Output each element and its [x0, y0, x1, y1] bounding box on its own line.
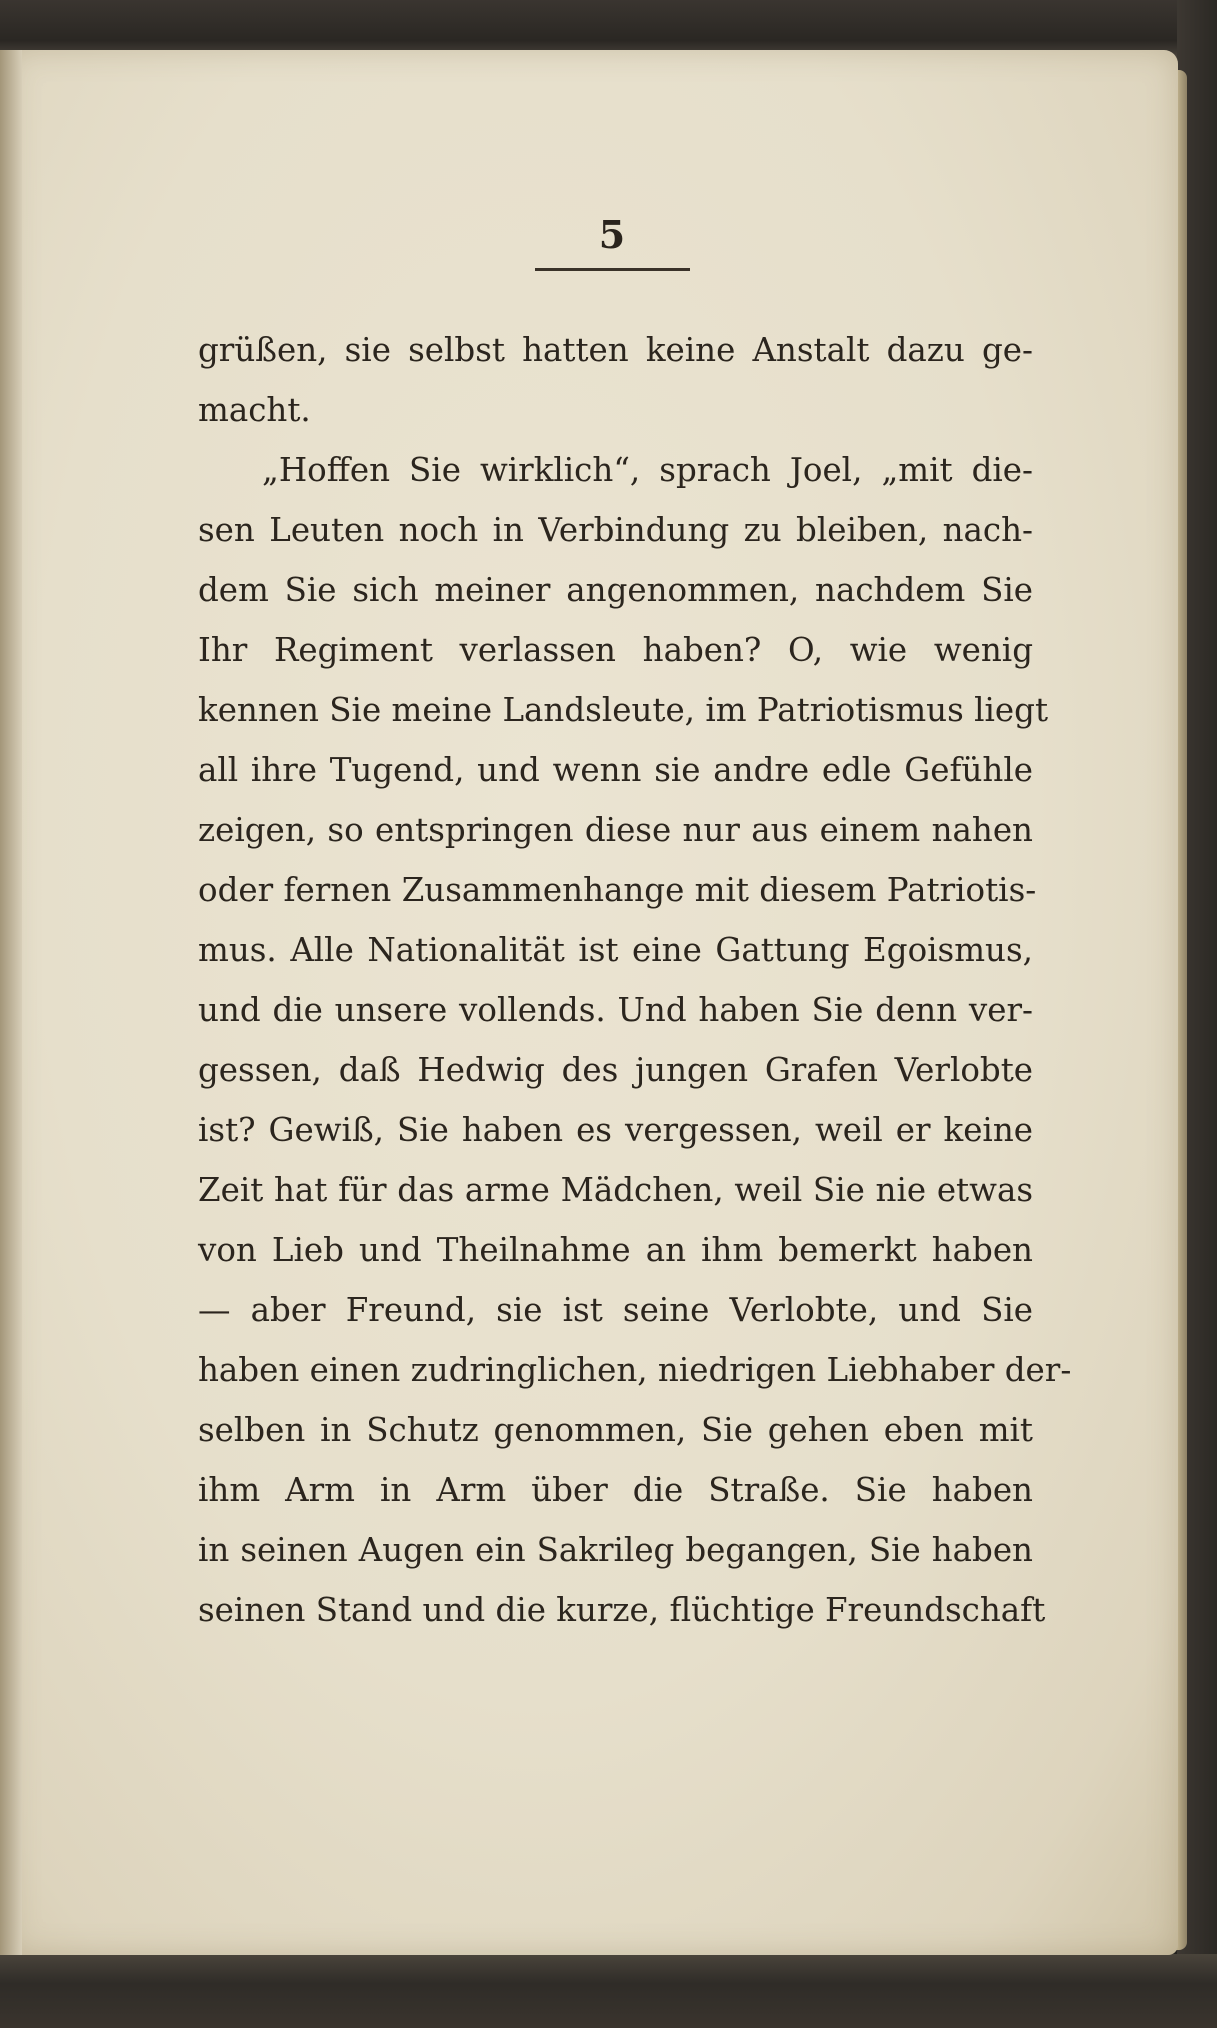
- text-line: „Hoffen Sie wirklich“, sprach Joel, „mit die-: [262, 451, 1033, 489]
- text-line: mus. Alle Nationalität ist eine Gattung Egoismus,: [198, 931, 1033, 969]
- text-line: all ihre Tugend, und wenn sie andre edle Gefühle: [198, 751, 1033, 789]
- page-number-rule: [535, 268, 690, 271]
- text-line: zeigen, so entspringen diese nur aus einem nahen: [198, 811, 1033, 849]
- text-line: kennen Sie meine Landsleute, im Patriotismus liegt: [198, 691, 1048, 729]
- book-gutter: [0, 50, 22, 1955]
- page-number: 5: [598, 212, 626, 257]
- text-line: dem Sie sich meiner angenommen, nachdem Sie: [198, 571, 1033, 609]
- text-line: selben in Schutz genommen, Sie gehen eben mit: [198, 1411, 1033, 1449]
- text-line: von Lieb und Theilnahme an ihm bemerkt haben: [198, 1231, 1033, 1269]
- body-text: [198, 320, 1072, 1640]
- text-line: ihm Arm in Arm über die Straße. Sie haben: [198, 1471, 1033, 1509]
- text-line: — aber Freund, sie ist seine Verlobte, und Sie: [198, 1291, 1033, 1329]
- text-line: seinen Stand und die kurze, flüchtige Freundschaft: [198, 1591, 1046, 1629]
- text-line: sen Leuten noch in Verbindung zu bleiben, nach-: [198, 511, 1033, 549]
- text-line: macht.: [198, 391, 311, 429]
- book-cover-bottom: [0, 1954, 1217, 2028]
- text-line: oder fernen Zusammenhange mit diesem Patriotis-: [198, 871, 1037, 909]
- text-line: und die unsere vollends. Und haben Sie denn ver-: [198, 991, 1033, 1029]
- text-line: ist? Gewiß, Sie haben es vergessen, weil er keine: [198, 1111, 1033, 1149]
- text-line: Ihr Regiment verlassen haben? O, wie wenig: [198, 631, 1033, 669]
- text-line: grüßen, sie selbst hatten keine Anstalt dazu ge-: [198, 331, 1033, 369]
- text-line: haben einen zudringlichen, niedrigen Liebhaber der-: [198, 1351, 1072, 1389]
- text-line: Zeit hat für das arme Mädchen, weil Sie nie etwas: [198, 1171, 1033, 1209]
- text-line: gessen, daß Hedwig des jungen Grafen Verlobte: [198, 1051, 1033, 1089]
- text-line: in seinen Augen ein Sakrileg begangen, Sie haben: [198, 1531, 1033, 1569]
